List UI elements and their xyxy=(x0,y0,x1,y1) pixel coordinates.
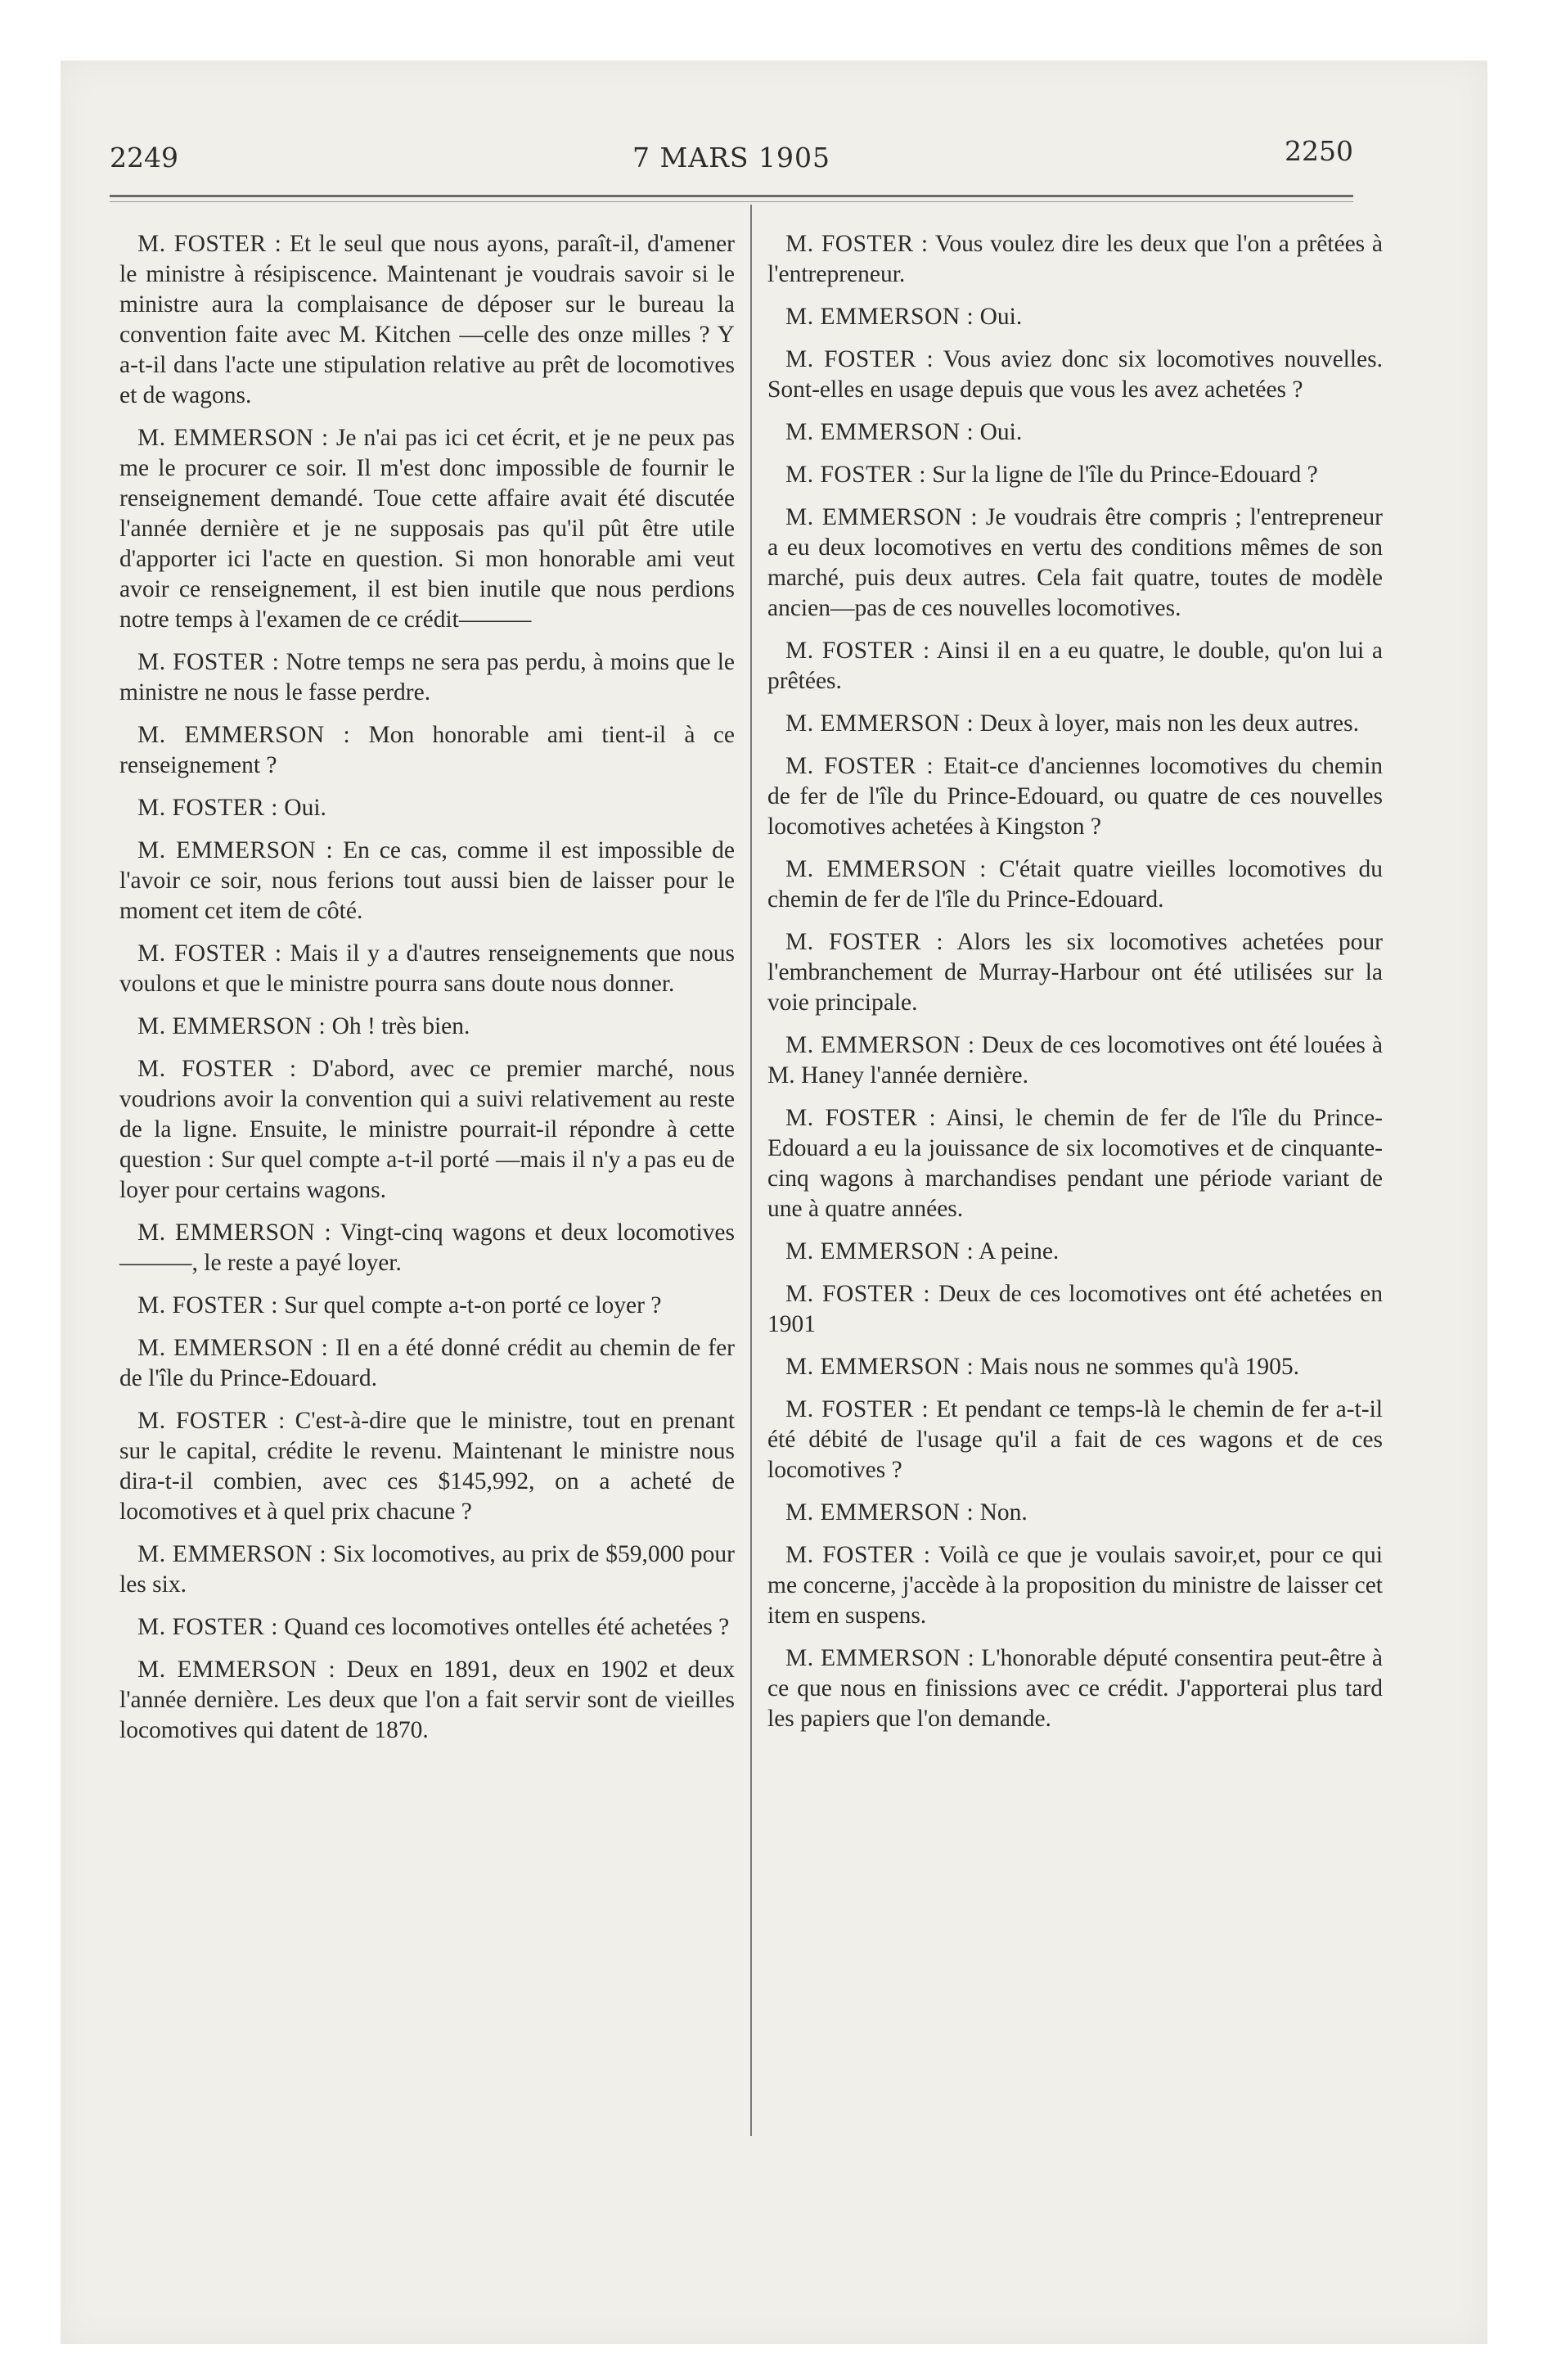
speaker-name: M. FOSTER : xyxy=(785,638,930,664)
speech-paragraph xyxy=(119,1655,735,1746)
speech-paragraph xyxy=(119,1539,735,1600)
speech-paragraph xyxy=(767,345,1383,405)
speech-text: Vous voulez dire les deux que l'on a prêtées à l'entrepreneur. xyxy=(767,231,1383,287)
speech-paragraph xyxy=(119,1012,735,1042)
page-date: 7 MARS 1905 xyxy=(632,142,831,174)
speaker-name: M. EMMERSON : xyxy=(785,1354,974,1380)
speaker-name: M. EMMERSON : xyxy=(137,1219,332,1246)
speaker-name: M. EMMERSON : xyxy=(785,1499,974,1526)
speaker-name: M. FOSTER : xyxy=(785,1281,931,1307)
speech-paragraph xyxy=(767,927,1383,1018)
speech-paragraph xyxy=(767,1498,1383,1528)
speech-text: Oh ! très bien. xyxy=(331,1013,470,1039)
speech-paragraph xyxy=(767,636,1383,696)
speech-paragraph xyxy=(767,417,1383,448)
speaker-name: M. FOSTER : xyxy=(785,462,926,488)
speech-paragraph xyxy=(119,1291,735,1321)
speech-text: Mais il y a d'autres renseignements que nous voulons et que le ministre pourra sans doute nous donner. xyxy=(119,940,735,997)
speaker-name: M. FOSTER : xyxy=(785,753,934,779)
speech-paragraph xyxy=(767,1237,1383,1267)
speech-paragraph xyxy=(767,302,1383,332)
speech-text: Mon honorable ami tient-il à ce renseignement ? xyxy=(119,722,736,778)
speaker-name: M. EMMERSON : xyxy=(785,1032,975,1058)
speech-paragraph xyxy=(119,939,735,999)
speech-text: Deux de ces locomotives ont été louées à M. Haney l'année dernière. xyxy=(767,1032,1383,1089)
speech-paragraph xyxy=(767,709,1383,739)
speaker-name: M. EMMERSON : xyxy=(137,1013,326,1039)
speaker-name: M. FOSTER : xyxy=(137,231,282,257)
speech-text: Quand ces locomotives ontelles été achetées ? xyxy=(284,1614,730,1640)
speech-paragraph xyxy=(767,503,1383,624)
speech-text: Je voudrais être compris ; l'entrepreneur a eu deux locomotives en vertu des conditions mêmes de son marché, puis deux autres. Cela fait quatre, toutes de modèle ancien—pas de ces nouvelles locomotives. xyxy=(767,504,1383,621)
speech-paragraph xyxy=(767,1103,1383,1224)
speaker-name: M. FOSTER : xyxy=(137,1056,297,1082)
speaker-name: M. EMMERSON : xyxy=(137,837,334,863)
speech-text: D'abord, avec ce premier marché, nous voudrions avoir la convention qui a suivi relativement au reste de la ligne. Ensuite, le ministre pourrait-il répondre à cette question : Sur quel compte a-t-il porté —mais il n'y a pas eu de loyer pour certains wagons. xyxy=(119,1056,736,1203)
speech-text: Deux à loyer, mais non les deux autres. xyxy=(979,710,1359,737)
speech-paragraph xyxy=(767,1395,1383,1485)
speaker-name: M. FOSTER : xyxy=(785,231,929,257)
speech-text: Alors les six locomotives achetées pour l'embranchement de Murray-Harbour ont été utilisées sur la voie principale. xyxy=(767,929,1384,1016)
speaker-name: M. FOSTER : xyxy=(137,1614,278,1640)
speech-text: En ce cas, comme il est impossible de l'avoir ce soir, nous ferions tout aussi bien de laisser pour le moment cet item de côté. xyxy=(119,837,736,924)
speech-text: Il en a été donné crédit au chemin de fer de l'île du Prince-Edouard. xyxy=(119,1335,736,1391)
speaker-name: M. EMMERSON : xyxy=(785,856,987,882)
speaker-name: M. FOSTER : xyxy=(785,1396,929,1422)
page-header xyxy=(110,135,1353,184)
speaker-name: M. FOSTER : xyxy=(785,929,944,955)
right-column xyxy=(767,229,1383,1747)
speaker-name: M. EMMERSON : xyxy=(785,419,974,445)
speech-paragraph xyxy=(119,1406,735,1527)
speech-paragraph xyxy=(119,1333,735,1394)
speech-text: Vous aviez donc six locomotives nouvelles. Sont-elles en usage depuis que vous les avez achetées ? xyxy=(767,346,1383,403)
speech-text: L'honorable député consentira peut-être à ce que nous en finissions avec ce crédit. J'apporterai plus tard les papiers que l'on demande. xyxy=(767,1645,1383,1732)
header-rule-thin xyxy=(110,201,1353,202)
speech-text: Six locomotives, au prix de $59,000 pour les six. xyxy=(119,1541,735,1598)
speaker-name: M. EMMERSON : xyxy=(137,722,351,748)
column-divider xyxy=(750,205,752,2136)
speech-text: Ainsi il en a eu quatre, le double, qu'on lui a prêtées. xyxy=(767,638,1384,694)
speech-paragraph xyxy=(767,229,1383,290)
speech-paragraph xyxy=(119,720,735,781)
speaker-name: M. EMMERSON : xyxy=(785,1238,974,1264)
speaker-name: M. EMMERSON : xyxy=(137,1657,336,1683)
speech-paragraph xyxy=(119,647,735,708)
speaker-name: M. FOSTER : xyxy=(785,346,934,372)
speech-text: Sur quel compte a-t-on porté ce loyer ? xyxy=(284,1292,662,1318)
speech-paragraph xyxy=(767,1540,1383,1631)
speech-paragraph xyxy=(767,1643,1383,1734)
speech-text: Et le seul que nous ayons, paraît-il, d'amener le ministre à résipiscence. Maintenant je voudrais savoir si le ministre aura la complaisance de déposer sur le bureau la convention faite avec M. Kitchen —celle des onze milles ? Y a-t-il dans l'acte une stipulation relative au prêt de locomotives et de wagons. xyxy=(119,231,735,408)
speaker-name: M. FOSTER : xyxy=(137,1408,286,1434)
speech-paragraph xyxy=(767,854,1383,915)
speech-paragraph xyxy=(767,460,1383,490)
speaker-name: M. EMMERSON : xyxy=(137,425,329,451)
speech-text: Non. xyxy=(979,1499,1028,1526)
header-rule xyxy=(110,195,1353,197)
speech-text: C'était quatre vieilles locomotives du chemin de fer de l'île du Prince-Edouard. xyxy=(767,856,1383,913)
speech-paragraph xyxy=(767,1030,1383,1091)
speaker-name: M. EMMERSON : xyxy=(785,710,974,737)
speech-paragraph xyxy=(119,1054,735,1206)
page-number-right: 2250 xyxy=(1285,135,1353,167)
speaker-name: M. FOSTER : xyxy=(137,940,282,967)
speaker-name: M. EMMERSON : xyxy=(785,304,974,330)
speaker-name: M. EMMERSON : xyxy=(785,504,979,530)
speech-text: Oui. xyxy=(979,304,1023,330)
speech-text: Sur la ligne de l'île du Prince-Edouard ? xyxy=(932,462,1318,488)
speech-paragraph xyxy=(119,423,735,635)
speech-paragraph xyxy=(119,793,735,823)
speaker-name: M. EMMERSON : xyxy=(137,1335,329,1361)
speaker-name: M. EMMERSON : xyxy=(137,1541,327,1567)
speech-text: A peine. xyxy=(979,1238,1060,1264)
left-column xyxy=(119,229,735,1758)
speech-paragraph xyxy=(767,1352,1383,1382)
speaker-name: M. FOSTER : xyxy=(137,1292,278,1318)
speech-paragraph xyxy=(767,1279,1383,1340)
speaker-name: M. FOSTER : xyxy=(785,1105,937,1131)
speech-paragraph xyxy=(119,229,735,411)
page-number-left: 2249 xyxy=(110,142,178,174)
speech-text: Etait-ce d'anciennes locomotives du chemin de fer de l'île du Prince-Edouard, ou quatre de ces nouvelles locomotives achetées à Kingston ? xyxy=(767,753,1384,840)
speech-text: Notre temps ne sera pas perdu, à moins que le ministre ne nous le fasse perdre. xyxy=(119,649,735,705)
speech-paragraph xyxy=(119,1612,735,1643)
speech-text: Vingt-cinq wagons et deux locomotives———, le reste a payé loyer. xyxy=(119,1219,736,1276)
speech-paragraph xyxy=(119,1218,735,1278)
speech-text: C'est-à-dire que le ministre, tout en prenant sur le capital, crédite le revenu. Maintenant le ministre nous dira-t-il combien, avec ces $145,992, on a acheté de locomotives et à quel prix chacune ? xyxy=(119,1408,736,1525)
speech-text: Voilà ce que je voulais savoir,et, pour ce qui me concerne, j'accède à la proposition du ministre de laisser cet item en suspens. xyxy=(767,1542,1384,1629)
speech-text: Deux en 1891, deux en 1902 et deux l'année dernière. Les deux que l'on a fait servir sont de vieilles locomotives qui datent de 1870. xyxy=(119,1657,736,1743)
speech-text: Ainsi, le chemin de fer de l'île du Prince-Edouard a eu la jouissance de six locomotives et de cinquante-cinq wagons à marchandises pendant une période variant de une à quatre années. xyxy=(767,1105,1383,1222)
speaker-name: M. FOSTER : xyxy=(785,1542,931,1568)
speech-text: Et pendant ce temps-là le chemin de fer a-t-il été débité de l'usage qu'il a fait de ces wagons et de ces locomotives ? xyxy=(767,1396,1383,1483)
speech-text: Oui. xyxy=(979,419,1023,445)
speech-text: Deux de ces locomotives ont été achetées en 1901 xyxy=(767,1281,1384,1337)
speech-paragraph xyxy=(767,751,1383,842)
speaker-name: M. FOSTER : xyxy=(137,795,278,821)
speech-text: Mais nous ne sommes qu'à 1905. xyxy=(979,1354,1300,1380)
speaker-name: M. FOSTER : xyxy=(137,649,280,675)
speaker-name: M. EMMERSON : xyxy=(785,1645,975,1671)
speech-text: Oui. xyxy=(284,795,326,821)
speech-text: Je n'ai pas ici cet écrit, et je ne peux pas me le procurer ce soir. Il m'est donc impossible de fournir le renseignement demandé. Toue cette affaire avait été discutée l'année dernière et je ne supposais pas qu'il pût être utile d'apporter ici l'acte en question. Si mon honorable ami veut avoir ce renseignement, il est bien inutile que nous perdions notre temps à l'examen de ce crédit——— xyxy=(119,425,736,633)
speech-paragraph xyxy=(119,836,735,926)
